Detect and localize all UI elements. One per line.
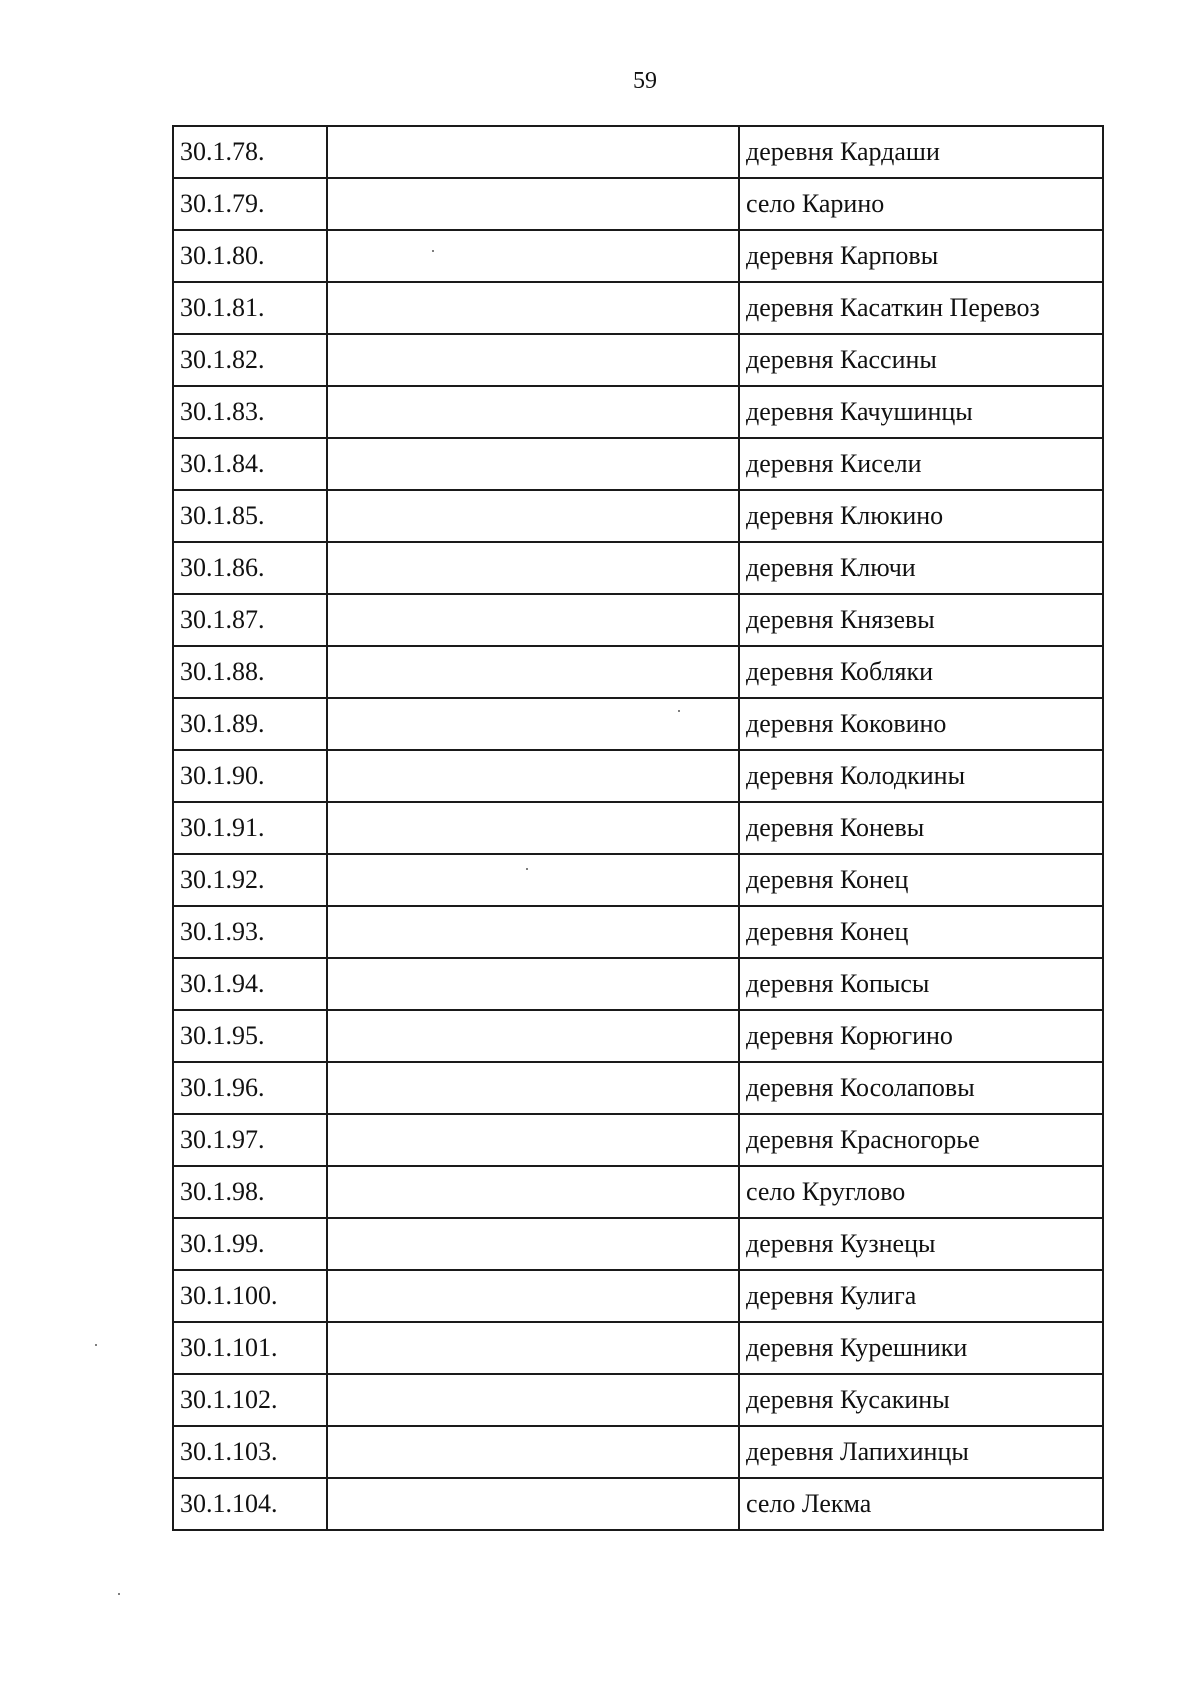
row-settlement-cell: село Лекма: [739, 1478, 1103, 1530]
row-settlement-cell: деревня Касаткин Перевоз: [739, 282, 1103, 334]
row-empty-cell: [327, 490, 739, 542]
row-empty-cell: [327, 438, 739, 490]
table-row: [173, 958, 1103, 1010]
row-empty-cell: [327, 1322, 739, 1374]
table-row: [173, 1114, 1103, 1166]
row-empty-cell: [327, 958, 739, 1010]
row-code-cell: 30.1.79.: [173, 178, 327, 230]
row-code-cell: 30.1.99.: [173, 1218, 327, 1270]
row-settlement-cell: деревня Колодкины: [739, 750, 1103, 802]
scan-speck: [432, 250, 434, 252]
table-row: [173, 282, 1103, 334]
row-code-cell: 30.1.98.: [173, 1166, 327, 1218]
row-code-cell: 30.1.97.: [173, 1114, 327, 1166]
table-row: [173, 1322, 1103, 1374]
row-empty-cell: [327, 1426, 739, 1478]
row-settlement-cell: деревня Кассины: [739, 334, 1103, 386]
row-empty-cell: [327, 1478, 739, 1530]
row-empty-cell: [327, 750, 739, 802]
row-settlement-cell: деревня Копысы: [739, 958, 1103, 1010]
row-code-cell: 30.1.95.: [173, 1010, 327, 1062]
row-code-cell: 30.1.83.: [173, 386, 327, 438]
scan-speck: [95, 1344, 97, 1346]
row-empty-cell: [327, 1010, 739, 1062]
row-empty-cell: [327, 646, 739, 698]
row-code-cell: 30.1.81.: [173, 282, 327, 334]
row-code-cell: 30.1.87.: [173, 594, 327, 646]
table-row: [173, 594, 1103, 646]
row-settlement-cell: деревня Курешники: [739, 1322, 1103, 1374]
table-row: [173, 438, 1103, 490]
row-empty-cell: [327, 334, 739, 386]
row-settlement-cell: село Круглово: [739, 1166, 1103, 1218]
row-code-cell: 30.1.78.: [173, 126, 327, 178]
row-settlement-cell: деревня Кулига: [739, 1270, 1103, 1322]
row-code-cell: 30.1.93.: [173, 906, 327, 958]
row-settlement-cell: деревня Кусакины: [739, 1374, 1103, 1426]
row-code-cell: 30.1.90.: [173, 750, 327, 802]
table-row: [173, 646, 1103, 698]
row-empty-cell: [327, 230, 739, 282]
row-empty-cell: [327, 1218, 739, 1270]
row-code-cell: 30.1.80.: [173, 230, 327, 282]
row-settlement-cell: деревня Красногорье: [739, 1114, 1103, 1166]
row-empty-cell: [327, 1374, 739, 1426]
row-code-cell: 30.1.104.: [173, 1478, 327, 1530]
row-settlement-cell: деревня Ключи: [739, 542, 1103, 594]
row-settlement-cell: деревня Конец: [739, 906, 1103, 958]
table-row: [173, 1166, 1103, 1218]
table-row: [173, 1426, 1103, 1478]
row-code-cell: 30.1.103.: [173, 1426, 327, 1478]
row-settlement-cell: деревня Корюгино: [739, 1010, 1103, 1062]
row-settlement-cell: деревня Коневы: [739, 802, 1103, 854]
row-settlement-cell: деревня Карповы: [739, 230, 1103, 282]
row-settlement-cell: деревня Клюкино: [739, 490, 1103, 542]
table-row: [173, 906, 1103, 958]
row-empty-cell: [327, 126, 739, 178]
row-code-cell: 30.1.85.: [173, 490, 327, 542]
row-empty-cell: [327, 178, 739, 230]
row-code-cell: 30.1.101.: [173, 1322, 327, 1374]
table-row: [173, 178, 1103, 230]
table-row: [173, 1218, 1103, 1270]
row-code-cell: 30.1.94.: [173, 958, 327, 1010]
row-settlement-cell: деревня Качушинцы: [739, 386, 1103, 438]
row-empty-cell: [327, 386, 739, 438]
row-code-cell: 30.1.91.: [173, 802, 327, 854]
table-row: [173, 750, 1103, 802]
scan-speck: [678, 710, 680, 712]
table-row: [173, 854, 1103, 906]
row-code-cell: 30.1.84.: [173, 438, 327, 490]
row-settlement-cell: деревня Лапихинцы: [739, 1426, 1103, 1478]
row-code-cell: 30.1.100.: [173, 1270, 327, 1322]
row-settlement-cell: деревня Конец: [739, 854, 1103, 906]
row-code-cell: 30.1.102.: [173, 1374, 327, 1426]
row-code-cell: 30.1.82.: [173, 334, 327, 386]
row-empty-cell: [327, 1166, 739, 1218]
row-settlement-cell: деревня Кисели: [739, 438, 1103, 490]
row-settlement-cell: деревня Кардаши: [739, 126, 1103, 178]
row-empty-cell: [327, 1114, 739, 1166]
table-row: [173, 1374, 1103, 1426]
page-number: 59: [633, 68, 657, 94]
row-empty-cell: [327, 542, 739, 594]
scan-speck: [526, 868, 528, 870]
row-code-cell: 30.1.92.: [173, 854, 327, 906]
table-row: [173, 334, 1103, 386]
table-row: [173, 126, 1103, 178]
row-empty-cell: [327, 802, 739, 854]
row-empty-cell: [327, 1270, 739, 1322]
row-code-cell: 30.1.89.: [173, 698, 327, 750]
row-settlement-cell: деревня Кузнецы: [739, 1218, 1103, 1270]
table-row: [173, 1010, 1103, 1062]
table-row: [173, 1062, 1103, 1114]
row-settlement-cell: село Карино: [739, 178, 1103, 230]
row-empty-cell: [327, 1062, 739, 1114]
scan-speck: [118, 1593, 120, 1595]
row-code-cell: 30.1.88.: [173, 646, 327, 698]
table-row: [173, 1478, 1103, 1530]
table-row: [173, 542, 1103, 594]
row-empty-cell: [327, 906, 739, 958]
settlement-table: [172, 125, 1104, 1531]
row-empty-cell: [327, 594, 739, 646]
row-settlement-cell: деревня Коковино: [739, 698, 1103, 750]
table-body: [173, 126, 1103, 1530]
row-settlement-cell: деревня Кобляки: [739, 646, 1103, 698]
table-row: [173, 386, 1103, 438]
table-row: [173, 802, 1103, 854]
row-empty-cell: [327, 854, 739, 906]
table-row: [173, 1270, 1103, 1322]
row-empty-cell: [327, 282, 739, 334]
row-code-cell: 30.1.86.: [173, 542, 327, 594]
table-row: [173, 230, 1103, 282]
table-row: [173, 490, 1103, 542]
row-settlement-cell: деревня Князевы: [739, 594, 1103, 646]
row-code-cell: 30.1.96.: [173, 1062, 327, 1114]
table-row: [173, 698, 1103, 750]
row-settlement-cell: деревня Косолаповы: [739, 1062, 1103, 1114]
row-empty-cell: [327, 698, 739, 750]
